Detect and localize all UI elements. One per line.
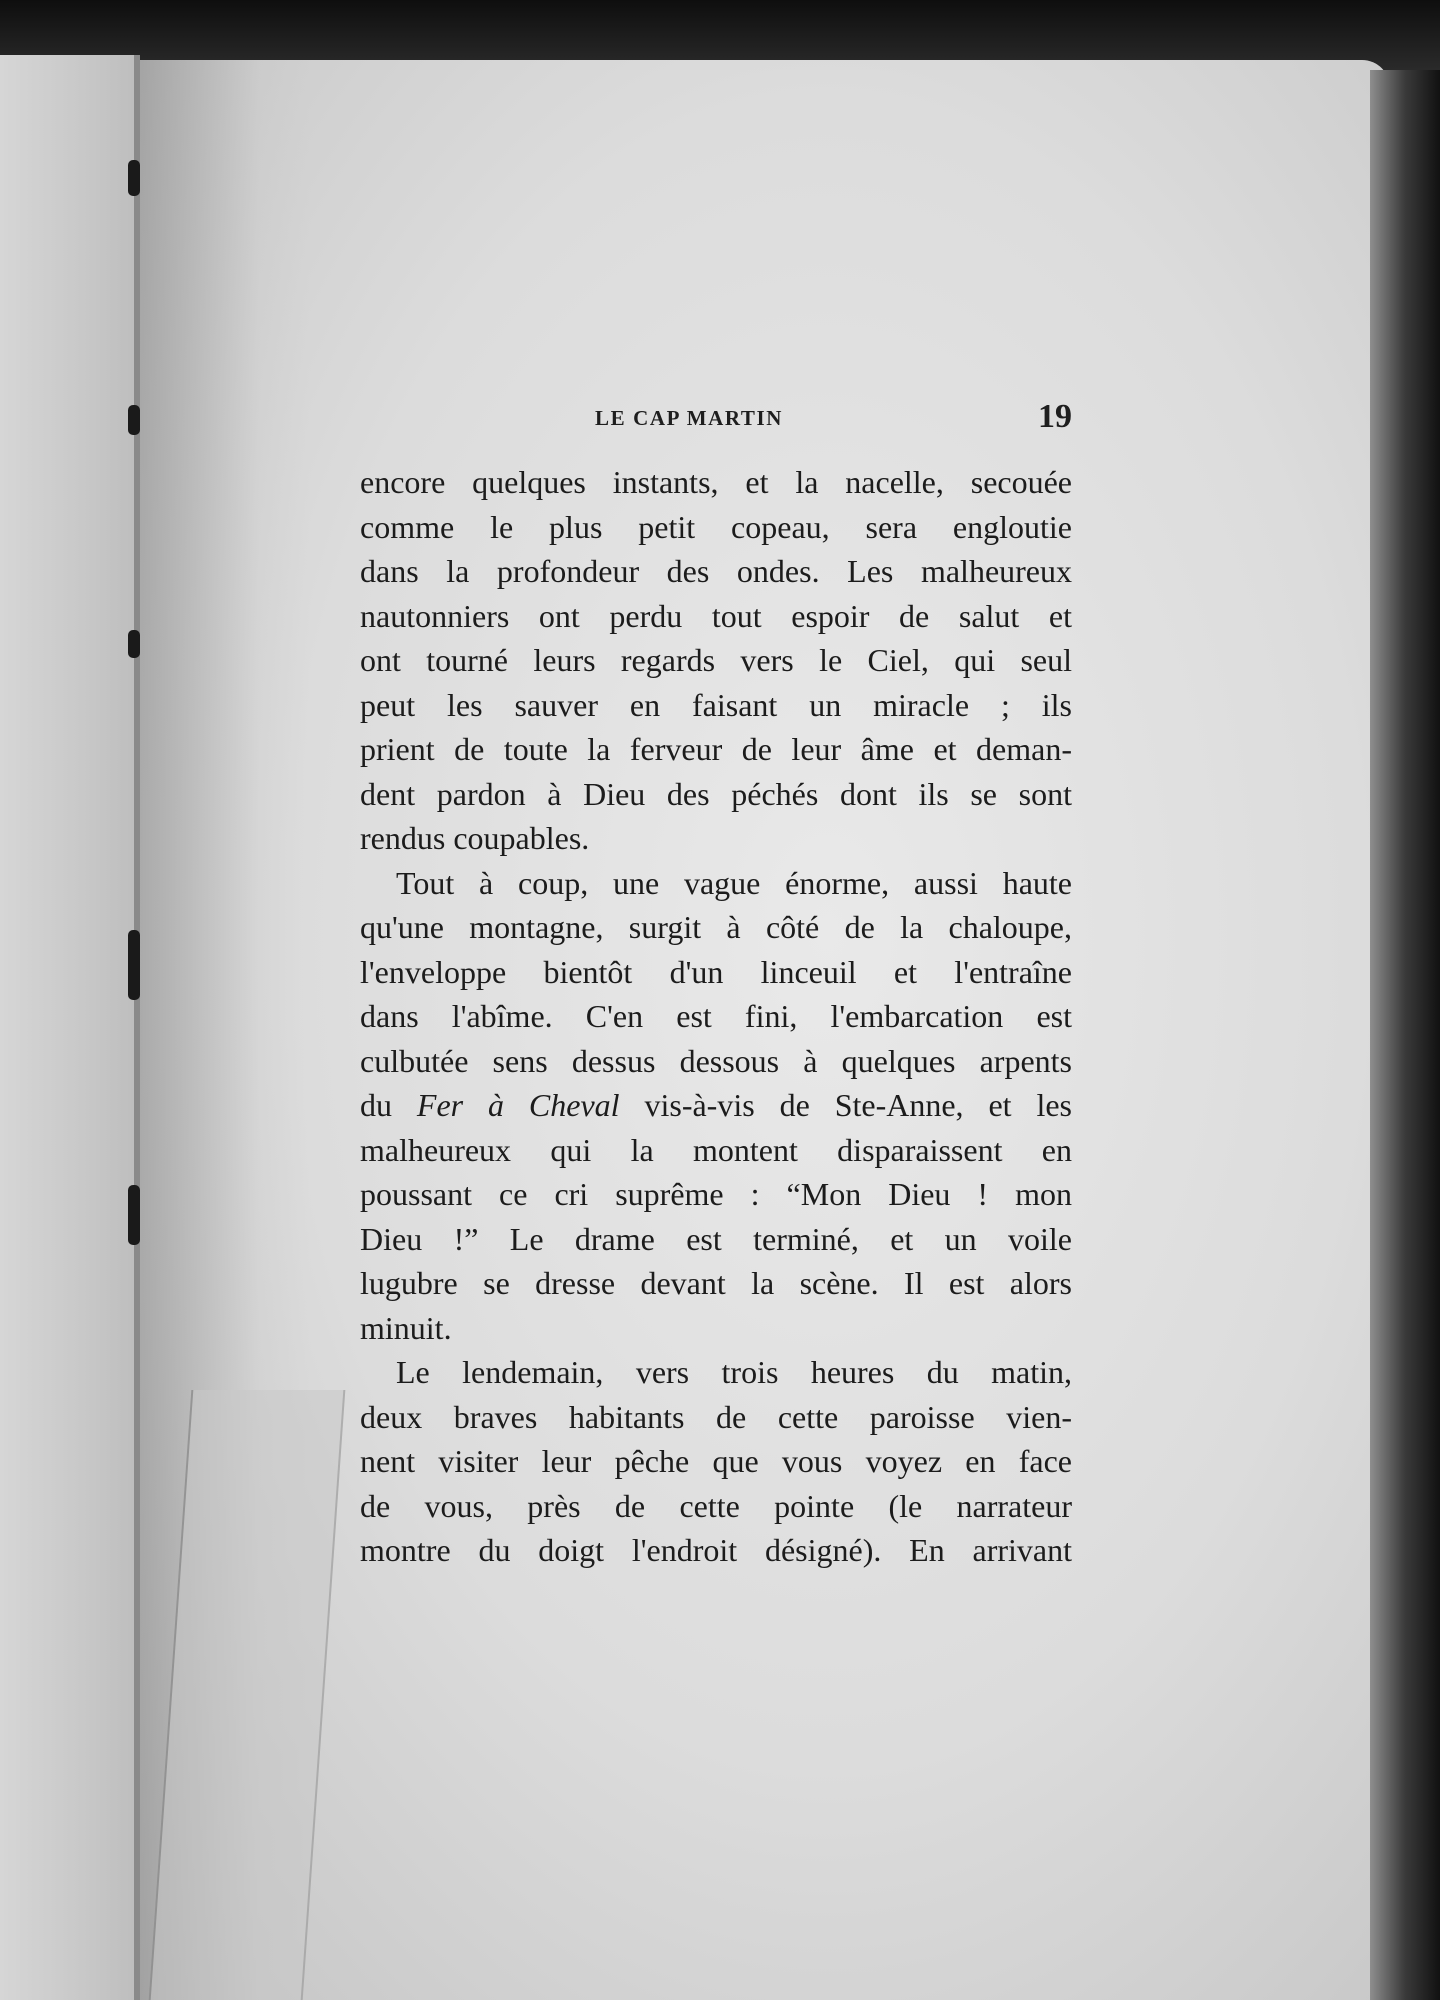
body-text xyxy=(360,460,1072,1573)
running-header xyxy=(360,398,1072,438)
text-line: montre du doigt l'endroit désigné). En arrivant xyxy=(360,1532,1072,1568)
page-number: 19 xyxy=(1038,398,1072,435)
page-stack-edge xyxy=(1370,70,1440,2000)
text-line: du Fer à Cheval vis-à-vis de Ste-Anne, et les xyxy=(360,1087,1072,1123)
text-line: rendus coupables. xyxy=(360,820,590,856)
text-line: Dieu !” Le drame est terminé, et un voile xyxy=(360,1220,1072,1257)
paragraph-2 xyxy=(360,861,1072,1351)
paragraph-3 xyxy=(360,1350,1072,1573)
text-line: culbutée sens dessus dessous à quelques arpents xyxy=(360,1042,1072,1079)
text-line: peut les sauver en faisant un miracle ; ils xyxy=(360,686,1072,723)
text-line: minuit. xyxy=(360,1309,452,1346)
text-line: Le lendemain, vers trois heures du matin, xyxy=(396,1354,1072,1390)
text-line: malheureux qui la montent disparaissent en xyxy=(360,1131,1072,1168)
text-line: dans la profondeur des ondes. Les malheureux xyxy=(360,553,1072,589)
text-line: encore quelques instants, et la nacelle, secouée xyxy=(360,464,1072,500)
binding-stitch xyxy=(128,630,140,658)
text-line: deux braves habitants de cette paroisse vien- xyxy=(360,1398,1072,1435)
italic-place-name: Fer à Cheval xyxy=(416,1087,620,1123)
text-line: poussant ce cri suprême : “Mon Dieu ! mon xyxy=(360,1176,1072,1212)
binding-stitch xyxy=(128,930,140,1000)
text-line: nent visiter leur pêche que vous voyez en face xyxy=(360,1443,1072,1479)
text-line: l'enveloppe bientôt d'un linceuil et l'entraîne xyxy=(360,953,1072,990)
text-line: dans l'abîme. C'en est fini, l'embarcation est xyxy=(360,998,1072,1034)
text-line: prient de toute la ferveur de leur âme et deman- xyxy=(360,731,1072,767)
text-line: dent pardon à Dieu des péchés dont ils se sont xyxy=(360,775,1072,812)
running-title: LE CAP MARTIN xyxy=(595,406,784,430)
text-line: Tout à coup, une vague énorme, aussi haute xyxy=(396,864,1072,901)
text-line: qu'une montagne, surgit à côté de la chaloupe, xyxy=(360,909,1072,945)
text-line: comme le plus petit copeau, sera engloutie xyxy=(360,508,1072,545)
text-line: nautonniers ont perdu tout espoir de salut et xyxy=(360,597,1072,634)
text-line: lugubre se dresse devant la scène. Il est alors xyxy=(360,1265,1072,1301)
text-line: de vous, près de cette pointe (le narrateur xyxy=(360,1487,1072,1524)
text-line: ont tourné leurs regards vers le Ciel, qui seul xyxy=(360,642,1072,678)
binding-stitch xyxy=(128,405,140,435)
binding-stitch xyxy=(128,1185,140,1245)
paragraph-1 xyxy=(360,460,1072,861)
left-page-fragment xyxy=(0,55,140,2000)
binding-stitch xyxy=(128,160,140,196)
